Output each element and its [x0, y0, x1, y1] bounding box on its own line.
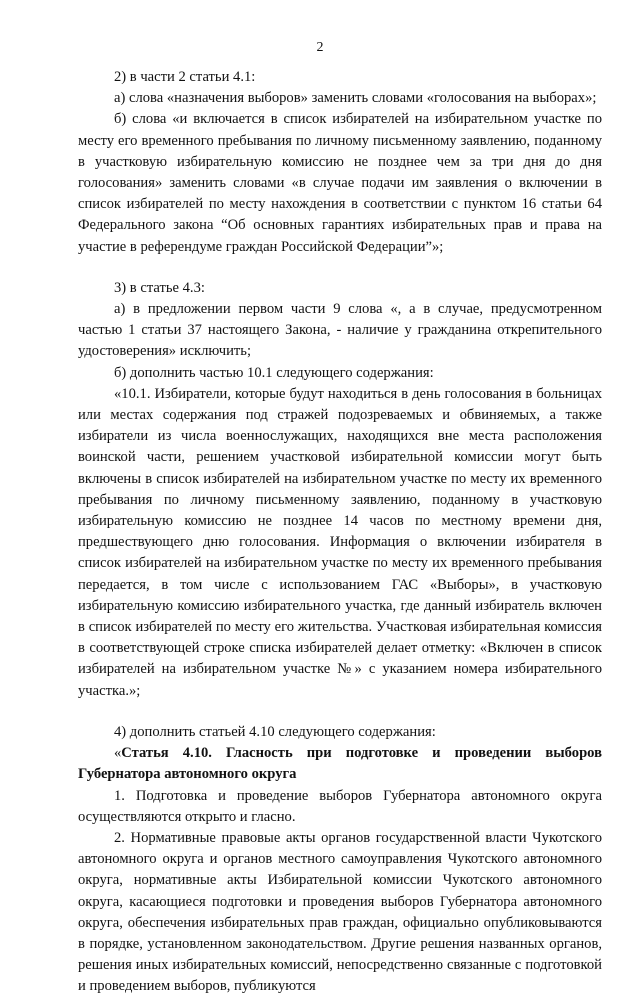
paragraph-subitem-b-2: б) дополнить частью 10.1 следующего содержания:	[114, 364, 434, 381]
paragraph-gap	[78, 258, 602, 278]
paragraph-item-3: 3) в статье 4.3:	[114, 279, 205, 296]
paragraph-item-2: 2) в части 2 статьи 4.1:	[114, 69, 256, 85]
paragraph-part-10-1: «10.1. Избиратели, которые будут находиться в день голосования в больницах или местах содержания под стражей подозреваемых и обвиняемых, а также избиратели из числа военнослужащих, находящихся вне места расположения воинской части, решением участковой избирательной комиссии могут быть включены в список избирателей на избирательном участке по месту их временного пребывания по личному письменному заявлению, поданному в участковую избирательную комиссию не позднее 14 часов по местному времени дня, предшествующего дню голосования. Информация о включении избирателя в список избирателей на избирательном участке по месту их временного пребывания передается, в том числе с использованием ГАС «Выборы», в участковую избирательную комиссию избирательного участка, где данный избиратель включен в список избирателей по месту его жительства. Участковая избирательная комиссия в соответствующей строке списка избирателей делает отметку: «Включен в список избирателей на избирательном участке №» с указанием номера избирательного участка.»;	[78, 385, 602, 699]
paragraph-subitem-a: а) слова «назначения выборов» заменить словами «голосования на выборах»;	[114, 90, 597, 107]
article-heading-quote: «	[114, 745, 122, 762]
article-part-1: 1. Подготовка и проведение выборов Губернатора автономного округа осуществляются открыто и гласно.	[78, 787, 602, 825]
page-number: 2	[316, 40, 324, 55]
paragraph-gap	[78, 702, 602, 722]
article-part-2: 2. Нормативные правовые акты органов государственной власти Чукотского автономного округа и органов местного самоуправления Чукотского автономного округа, нормативные акты Избирательной комиссии Чукотского автономного округа, касающиеся подготовки и проведения выборов Губернатора автономного округа, обеспечения избирательных прав граждан, официально опубликовываются в порядке, установленном законодательством. Другие решения названных органов, решения иных избирательных комиссий, непосредственно связанные с подготовкой и проведением выборов, публикуются	[78, 829, 602, 995]
article-heading-text: Статья 4.10. Гласность при подготовке и проведении выборов Губернатора автономного округа	[78, 745, 602, 783]
paragraph-item-4: 4) дополнить статьей 4.10 следующего содержания:	[114, 723, 436, 740]
paragraph-subitem-a-2: а) в предложении первом части 9 слова «, а в случае, предусмотренном частью 1 статьи 37 настоящего Закона, - наличие у гражданина открепительного удостоверения» исключить;	[78, 301, 602, 360]
paragraph-subitem-b: б) слова «и включается в список избирателей на избирательном участке по месту его временного пребывания по личному письменному заявлению, поданному в участковую избирательную комиссию не позднее чем за три дня до дня голосования» заменить словами «в случае подачи им заявления о включении в список избирателей по месту нахождения в соответствии с пунктом 16 статьи 64 Федерального закона “Об основных гарантиях избирательных прав и права на участие в референдуме граждан Российской Федерации”»;	[78, 111, 602, 255]
document-body	[78, 67, 602, 998]
article-heading	[78, 743, 602, 785]
